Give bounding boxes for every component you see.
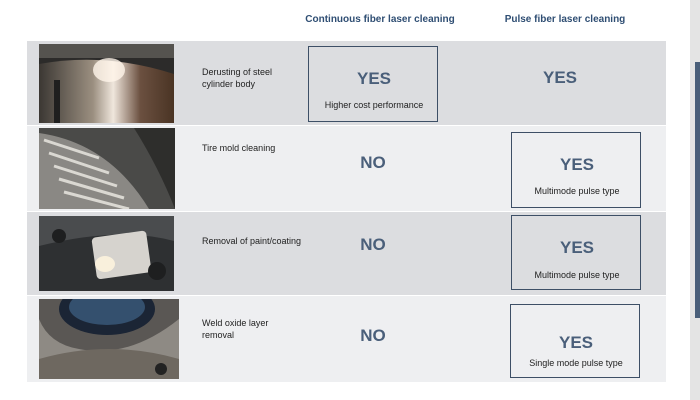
continuous-verdict-no: NO (360, 326, 386, 345)
pulse-verdict-box (510, 304, 640, 378)
steel-cylinder-photo (39, 44, 174, 123)
verdict-note: Multimode pulse type (534, 270, 620, 280)
pulse-verdict-box (511, 132, 641, 208)
row-label: Removal of paint/coating (202, 236, 302, 246)
verdict-yes: YES (559, 155, 595, 174)
header-pulse: Pulse fiber laser cleaning (504, 14, 626, 25)
right-edge-bar (690, 0, 700, 400)
right-edge-accent (695, 62, 700, 318)
weld-oxide-photo (39, 299, 179, 379)
table-row (27, 41, 666, 125)
verdict-yes: YES (356, 69, 392, 88)
table-row (27, 296, 666, 382)
table-row (27, 212, 666, 295)
verdict-yes: YES (558, 333, 594, 352)
row-label: Derusting of steel cylinder body (202, 67, 273, 89)
pulse-verdict-box (511, 215, 641, 290)
row-label: Weld oxide layer removal (202, 318, 269, 340)
tire-mold-photo (39, 128, 175, 209)
table-row (27, 126, 666, 211)
continuous-verdict-box (308, 46, 438, 122)
paint-removal-photo (39, 216, 174, 291)
continuous-verdict-no: NO (360, 235, 386, 254)
verdict-note: Higher cost performance (324, 100, 424, 110)
verdict-note: Multimode pulse type (534, 186, 620, 196)
continuous-verdict-no: NO (360, 153, 386, 172)
pulse-verdict-yes: YES (542, 68, 578, 87)
header-continuous: Continuous fiber laser cleaning (305, 14, 455, 25)
verdict-yes: YES (559, 238, 595, 257)
verdict-note: Single mode pulse type (529, 358, 623, 368)
row-label: Tire mold cleaning (202, 143, 276, 153)
